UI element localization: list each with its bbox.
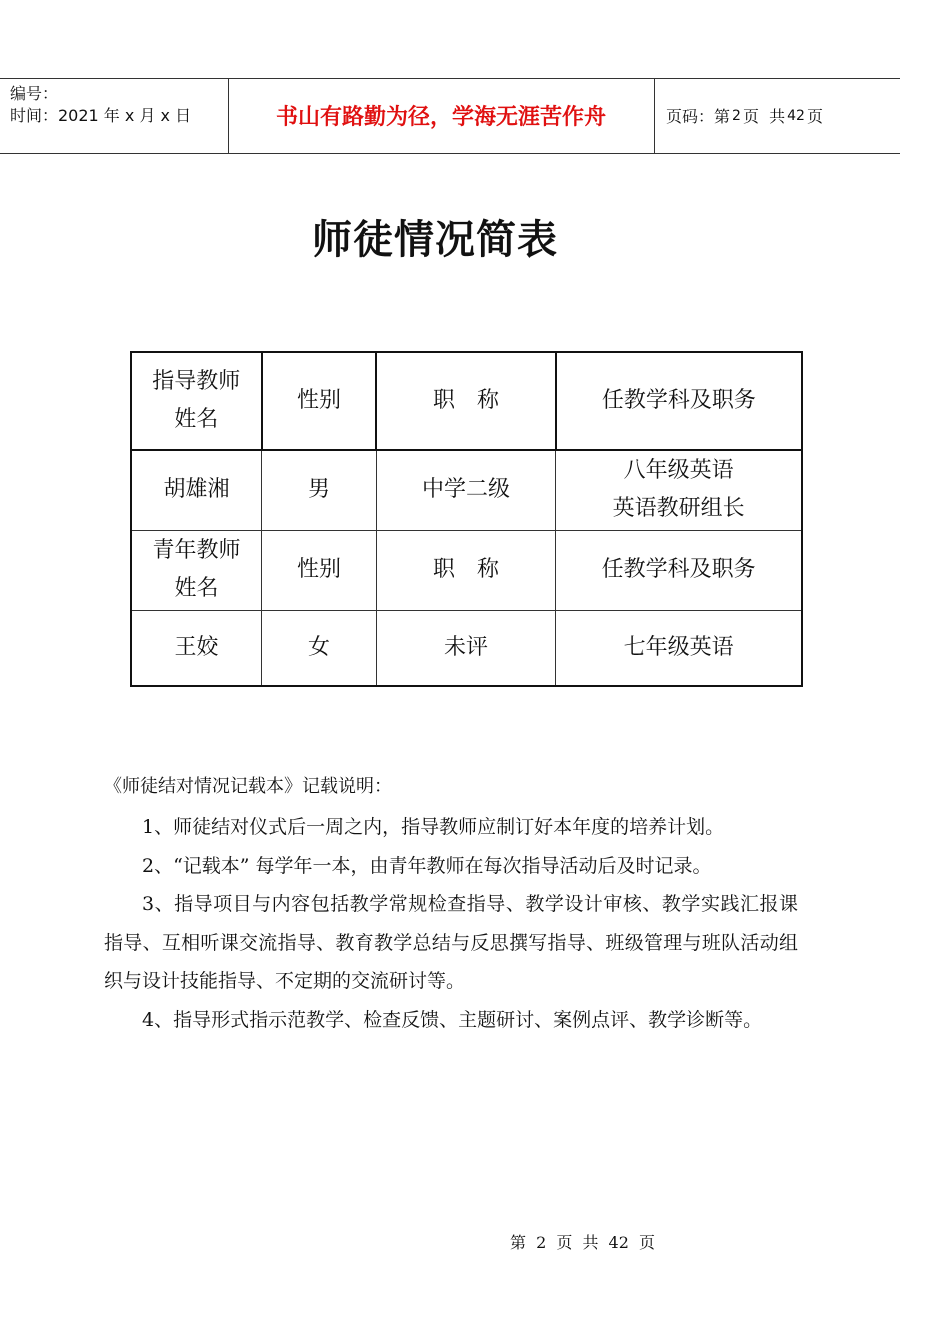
note-item: 2、“记载本” 每学年一本，由青年教师在每次指导活动后及时记录。 <box>142 854 712 877</box>
notes-list <box>104 808 798 1039</box>
apprentice-title: 未评 <box>376 610 556 686</box>
mentor-gender-header: 性别 <box>262 352 377 450</box>
mentor-apprentice-table <box>130 351 803 687</box>
apprentice-subject: 七年级英语 <box>556 610 802 686</box>
mentor-title-header: 职 称 <box>376 352 556 450</box>
mentor-name-header: 指导教师 姓名 <box>131 352 262 450</box>
header-page-number <box>666 79 823 152</box>
mentor-title: 中学二级 <box>376 450 556 530</box>
page-prefix: 页码：第 <box>666 107 731 126</box>
note-item: 4、指导形式指示范教学、检查反馈、主题研讨、案例点评、教学诊断等。 <box>142 1008 763 1031</box>
notes-intro: 《师徒结对情况记载本》记载说明： <box>104 776 392 797</box>
mentor-subject: 八年级英语 英语教研组长 <box>556 450 802 530</box>
mentor-gender: 男 <box>262 450 377 530</box>
mentor-subject-header: 任教学科及职务 <box>556 352 802 450</box>
table-row <box>131 450 802 530</box>
page-footer: 第 2 页 共 42 页 <box>510 1233 655 1252</box>
mentor-name: 胡雄湘 <box>131 450 262 530</box>
page-total: 42 <box>787 107 805 124</box>
table-row <box>131 352 802 450</box>
number-label: 编号： <box>10 84 59 103</box>
apprentice-subject-header: 任教学科及职务 <box>556 530 802 610</box>
page-suffix: 页 <box>806 107 823 126</box>
document-title: 师徒情况简表 <box>312 217 558 263</box>
header-meta <box>10 83 191 127</box>
page-header <box>0 78 900 154</box>
page-mid: 页 共 <box>742 107 786 126</box>
apprentice-title-header: 职 称 <box>376 530 556 610</box>
table-row <box>131 610 802 686</box>
page-current: 2 <box>732 107 741 124</box>
header-motto: 书山有路勤为径，学海无涯苦作舟 <box>275 105 606 130</box>
apprentice-name: 王姣 <box>131 610 262 686</box>
note-item: 3、指导项目与内容包括教学常规检查指导、教学设计审核、教学实践汇报课指导、互相听课交流指导、教育教学总结与反思撰写指导、班级管理与班队活动组织与设计技能指导、不定期的交流研讨等。 <box>104 893 798 992</box>
table-row <box>131 530 802 610</box>
apprentice-gender: 女 <box>262 610 377 686</box>
header-divider <box>654 79 655 153</box>
apprentice-name-header: 青年教师 姓名 <box>131 530 262 610</box>
note-item: 1、师徒结对仪式后一周之内，指导教师应制订好本年度的培养计划。 <box>142 816 725 838</box>
time-label: 时间：2021 年 x 月 x 日 <box>10 106 192 125</box>
apprentice-gender-header: 性别 <box>262 530 377 610</box>
